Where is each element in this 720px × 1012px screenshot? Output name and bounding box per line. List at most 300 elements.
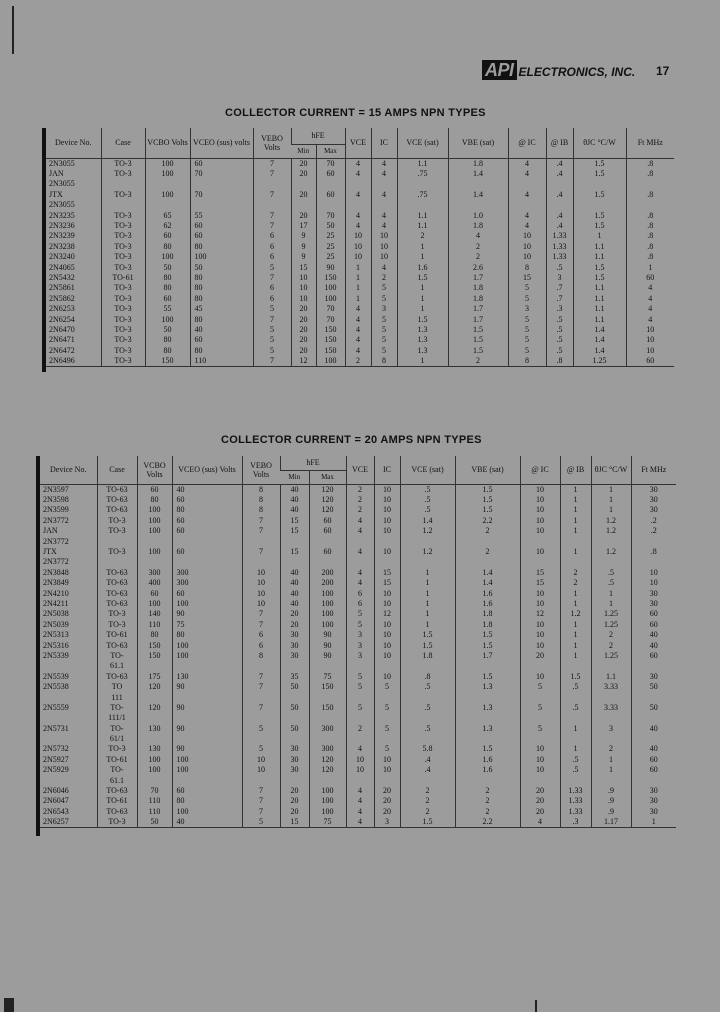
- value-cell: 8: [242, 495, 280, 505]
- value-cell: 2: [400, 807, 455, 817]
- value-cell: 100: [137, 599, 172, 609]
- value-cell: 4: [345, 210, 371, 220]
- value-cell: 1.5: [573, 169, 626, 179]
- value-cell: 1: [400, 620, 455, 630]
- value-cell: 110: [137, 796, 172, 806]
- value-cell: 40: [280, 484, 309, 495]
- value-cell: 1: [400, 599, 455, 609]
- value-cell: 1.4: [573, 335, 626, 345]
- value-cell: 1.3: [397, 325, 448, 335]
- value-cell: 1.5: [573, 190, 626, 200]
- value-cell: .8: [546, 356, 573, 367]
- value-cell: 12: [291, 356, 316, 367]
- value-cell: 15: [291, 262, 316, 272]
- value-cell: 5: [374, 682, 400, 692]
- table-row: [46, 210, 674, 220]
- value-cell: 1.5: [573, 221, 626, 231]
- value-cell: [309, 536, 346, 546]
- value-cell: .5: [400, 505, 455, 515]
- value-cell: [242, 661, 280, 671]
- value-cell: .5: [591, 578, 631, 588]
- value-cell: .4: [400, 765, 455, 775]
- value-cell: .2: [631, 516, 676, 526]
- value-cell: 1.3: [455, 723, 520, 733]
- value-cell: 40: [631, 640, 676, 650]
- value-cell: TO-63: [97, 599, 137, 609]
- value-cell: 1.33: [560, 786, 591, 796]
- table-row: [46, 158, 674, 169]
- value-cell: 15: [280, 547, 309, 557]
- value-cell: 75: [309, 672, 346, 682]
- value-cell: 80: [137, 630, 172, 640]
- value-cell: 10: [374, 495, 400, 505]
- value-cell: 1.6: [455, 588, 520, 598]
- value-cell: [346, 692, 374, 702]
- value-cell: 100: [145, 314, 190, 324]
- value-cell: 150: [316, 325, 345, 335]
- value-cell: [309, 713, 346, 723]
- value-cell: [591, 661, 631, 671]
- value-cell: 40: [280, 599, 309, 609]
- value-cell: .4: [546, 221, 573, 231]
- value-cell: 5: [374, 723, 400, 733]
- value-cell: 1: [397, 294, 448, 304]
- value-cell: [346, 557, 374, 567]
- value-cell: 15: [520, 568, 560, 578]
- value-cell: 3: [546, 273, 573, 283]
- col-vcbo: VCBO Volts: [137, 456, 172, 484]
- table-row: [40, 495, 676, 505]
- value-cell: [374, 734, 400, 744]
- value-cell: 7: [253, 190, 291, 200]
- value-cell: 90: [309, 630, 346, 640]
- value-cell: .9: [591, 786, 631, 796]
- value-cell: TO-3: [101, 283, 145, 293]
- value-cell: 60: [190, 231, 253, 241]
- value-cell: 1.8: [455, 620, 520, 630]
- value-cell: 1: [591, 495, 631, 505]
- value-cell: [455, 536, 520, 546]
- value-cell: 5: [253, 335, 291, 345]
- value-cell: 10: [374, 516, 400, 526]
- value-cell: 100: [316, 283, 345, 293]
- value-cell: 1.5: [573, 158, 626, 169]
- table-row: [40, 526, 676, 536]
- value-cell: 60: [190, 335, 253, 345]
- value-cell: 1: [560, 651, 591, 661]
- value-cell: 10: [520, 755, 560, 765]
- value-cell: 1: [591, 484, 631, 495]
- value-cell: TO-63: [97, 495, 137, 505]
- value-cell: 1.5: [573, 273, 626, 283]
- table-row: [40, 713, 676, 723]
- value-cell: 10: [374, 630, 400, 640]
- value-cell: .4: [546, 190, 573, 200]
- value-cell: 1: [560, 599, 591, 609]
- value-cell: 1.5: [455, 484, 520, 495]
- value-cell: 30: [631, 484, 676, 495]
- value-cell: [291, 179, 316, 189]
- value-cell: 2: [455, 526, 520, 536]
- value-cell: [190, 179, 253, 189]
- value-cell: 12: [374, 609, 400, 619]
- value-cell: 1: [345, 273, 371, 283]
- value-cell: 50: [280, 682, 309, 692]
- col-vebo: VEBO Volts: [242, 456, 280, 484]
- value-cell: 1.2: [560, 609, 591, 619]
- value-cell: [400, 775, 455, 785]
- value-cell: 50: [316, 221, 345, 231]
- value-cell: 120: [137, 682, 172, 692]
- value-cell: 30: [280, 744, 309, 754]
- table-row: [46, 252, 674, 262]
- value-cell: 25: [316, 242, 345, 252]
- value-cell: 10: [242, 588, 280, 598]
- value-cell: 20: [280, 786, 309, 796]
- value-cell: 2: [448, 356, 508, 367]
- value-cell: 20: [291, 346, 316, 356]
- value-cell: 7: [253, 210, 291, 220]
- value-cell: 120: [309, 765, 346, 775]
- value-cell: .5: [400, 682, 455, 692]
- value-cell: 140: [137, 609, 172, 619]
- value-cell: 150: [309, 703, 346, 713]
- value-cell: 30: [631, 505, 676, 515]
- value-cell: 110: [190, 356, 253, 367]
- value-cell: [309, 734, 346, 744]
- value-cell: 1: [397, 356, 448, 367]
- value-cell: 40: [172, 484, 242, 495]
- value-cell: 150: [137, 651, 172, 661]
- value-cell: [631, 713, 676, 723]
- value-cell: [631, 775, 676, 785]
- value-cell: [455, 734, 520, 744]
- value-cell: 10: [242, 765, 280, 775]
- value-cell: TO-3: [101, 304, 145, 314]
- value-cell: 4: [448, 231, 508, 241]
- value-cell: 5: [508, 283, 546, 293]
- value-cell: 1.4: [455, 568, 520, 578]
- value-cell: 1.5: [455, 640, 520, 650]
- value-cell: 10: [345, 231, 371, 241]
- value-cell: 5: [242, 817, 280, 828]
- value-cell: 10: [374, 640, 400, 650]
- value-cell: 20: [280, 796, 309, 806]
- value-cell: 15: [280, 526, 309, 536]
- value-cell: 2: [591, 744, 631, 754]
- col-device: Device No.: [46, 128, 101, 158]
- value-cell: 5: [253, 304, 291, 314]
- value-cell: 1.6: [397, 262, 448, 272]
- value-cell: 60: [172, 547, 242, 557]
- value-cell: 10: [508, 231, 546, 241]
- value-cell: 100: [145, 190, 190, 200]
- value-cell: TO-3: [101, 242, 145, 252]
- value-cell: 4: [371, 221, 397, 231]
- value-cell: TO-3: [101, 169, 145, 179]
- device-cell: [40, 775, 97, 785]
- value-cell: 100: [137, 526, 172, 536]
- value-cell: 40: [280, 495, 309, 505]
- value-cell: 1.4: [400, 516, 455, 526]
- table-row: [40, 640, 676, 650]
- col-vce-sat: VCE (sat): [400, 456, 455, 484]
- value-cell: 7: [242, 516, 280, 526]
- value-cell: 70: [316, 314, 345, 324]
- device-cell: 2N5539: [43, 671, 69, 681]
- value-cell: [520, 713, 560, 723]
- table-row: [40, 703, 676, 713]
- value-cell: 20: [291, 210, 316, 220]
- value-cell: 120: [137, 703, 172, 713]
- device-cell: 2N5316: [43, 640, 69, 650]
- value-cell: [560, 557, 591, 567]
- value-cell: 5: [371, 346, 397, 356]
- value-cell: 1.5: [455, 672, 520, 682]
- value-cell: 2: [455, 547, 520, 557]
- value-cell: TO-61: [97, 755, 137, 765]
- value-cell: 40: [631, 630, 676, 640]
- table-row: [40, 807, 676, 817]
- value-cell: 60: [137, 588, 172, 598]
- value-cell: 20: [291, 169, 316, 179]
- table-row: [40, 578, 676, 588]
- value-cell: TO-: [97, 703, 137, 713]
- device-cell: 2N6253: [49, 304, 75, 314]
- value-cell: 2: [346, 495, 374, 505]
- value-cell: 100: [309, 786, 346, 796]
- value-cell: 4: [346, 578, 374, 588]
- value-cell: 20: [280, 609, 309, 619]
- value-cell: .9: [591, 807, 631, 817]
- value-cell: 10: [520, 765, 560, 775]
- value-cell: [560, 734, 591, 744]
- value-cell: 2: [346, 723, 374, 733]
- value-cell: 1: [560, 516, 591, 526]
- value-cell: 5: [508, 346, 546, 356]
- value-cell: [631, 692, 676, 702]
- value-cell: 40: [631, 723, 676, 733]
- value-cell: 100: [309, 599, 346, 609]
- value-cell: 45: [190, 304, 253, 314]
- value-cell: 8: [242, 484, 280, 495]
- value-cell: 50: [145, 325, 190, 335]
- value-cell: 80: [190, 283, 253, 293]
- value-cell: 100: [172, 651, 242, 661]
- device-cell: 2N5731: [43, 723, 69, 733]
- value-cell: [455, 661, 520, 671]
- value-cell: 1: [560, 620, 591, 630]
- value-cell: 4: [508, 169, 546, 179]
- value-cell: 120: [309, 484, 346, 495]
- value-cell: 80: [172, 630, 242, 640]
- value-cell: 20: [291, 158, 316, 169]
- value-cell: 5: [374, 703, 400, 713]
- value-cell: 100: [145, 158, 190, 169]
- value-cell: TO-63: [97, 807, 137, 817]
- value-cell: 12: [520, 609, 560, 619]
- value-cell: [97, 536, 137, 546]
- value-cell: 2: [371, 273, 397, 283]
- value-cell: 100: [309, 620, 346, 630]
- value-cell: 10: [520, 672, 560, 682]
- value-cell: [560, 775, 591, 785]
- table-row: [40, 557, 676, 567]
- value-cell: .8: [626, 231, 674, 241]
- value-cell: 2: [455, 796, 520, 806]
- value-cell: 1.1: [397, 210, 448, 220]
- value-cell: TO-3: [101, 294, 145, 304]
- value-cell: .5: [546, 314, 573, 324]
- value-cell: TO-3: [101, 356, 145, 367]
- value-cell: TO-3: [101, 231, 145, 241]
- value-cell: 4: [508, 210, 546, 220]
- value-cell: 1.5: [560, 672, 591, 682]
- value-cell: 130: [137, 744, 172, 754]
- value-cell: [101, 200, 145, 210]
- value-cell: .5: [546, 262, 573, 272]
- col-hfe-max: Max: [316, 144, 345, 158]
- value-cell: [280, 713, 309, 723]
- value-cell: 175: [137, 672, 172, 682]
- value-cell: 40: [280, 588, 309, 598]
- device-cell: 2N6472: [49, 345, 75, 355]
- value-cell: 10: [520, 547, 560, 557]
- value-cell: TO-63: [97, 568, 137, 578]
- value-cell: [280, 661, 309, 671]
- device-cell: 2N5559: [43, 702, 69, 712]
- value-cell: [137, 734, 172, 744]
- value-cell: TO-3: [97, 516, 137, 526]
- value-cell: 6: [253, 294, 291, 304]
- value-cell: 5: [371, 314, 397, 324]
- value-cell: 5: [253, 346, 291, 356]
- value-cell: [374, 661, 400, 671]
- value-cell: 200: [309, 568, 346, 578]
- value-cell: 60: [309, 516, 346, 526]
- value-cell: 5: [253, 262, 291, 272]
- value-cell: 90: [172, 723, 242, 733]
- value-cell: 2: [346, 505, 374, 515]
- value-cell: 100: [172, 599, 242, 609]
- company-name: ELECTRONICS, INC.: [518, 65, 636, 79]
- value-cell: 10: [374, 547, 400, 557]
- device-cell: 2N3055: [49, 179, 75, 189]
- value-cell: 50: [190, 262, 253, 272]
- value-cell: 4: [371, 158, 397, 169]
- device-cell: 2N6047: [43, 796, 69, 806]
- value-cell: 1: [400, 588, 455, 598]
- col-hfe: hFE: [291, 128, 345, 144]
- value-cell: 5: [508, 294, 546, 304]
- value-cell: 2: [400, 786, 455, 796]
- value-cell: TO-63: [97, 484, 137, 495]
- value-cell: 5: [346, 672, 374, 682]
- value-cell: [172, 734, 242, 744]
- value-cell: [242, 734, 280, 744]
- value-cell: 1.7: [448, 314, 508, 324]
- value-cell: 20: [280, 807, 309, 817]
- value-cell: 4: [345, 190, 371, 200]
- value-cell: 20: [280, 620, 309, 630]
- value-cell: 75: [309, 817, 346, 828]
- value-cell: TO-61: [97, 796, 137, 806]
- value-cell: 2: [560, 568, 591, 578]
- value-cell: 2.6: [448, 262, 508, 272]
- col-ft: Ft MHz: [626, 128, 674, 158]
- value-cell: 1.2: [591, 547, 631, 557]
- device-cell: [40, 713, 97, 723]
- value-cell: [455, 775, 520, 785]
- value-cell: 10: [345, 242, 371, 252]
- value-cell: 1.4: [573, 346, 626, 356]
- value-cell: .8: [626, 190, 674, 200]
- device-cell: 2N5339: [43, 650, 69, 660]
- table-row: [40, 651, 676, 661]
- value-cell: 50: [631, 703, 676, 713]
- value-cell: 90: [172, 609, 242, 619]
- value-cell: 2: [560, 578, 591, 588]
- device-cell: 2N5927: [43, 754, 69, 764]
- value-cell: 150: [316, 346, 345, 356]
- value-cell: .8: [626, 221, 674, 231]
- value-cell: 100: [172, 755, 242, 765]
- device-cell: 2N6257: [40, 817, 97, 828]
- col-hfe-min: Min: [291, 144, 316, 158]
- value-cell: 130: [172, 672, 242, 682]
- value-cell: 5: [508, 335, 546, 345]
- value-cell: 150: [316, 273, 345, 283]
- value-cell: 1: [560, 484, 591, 495]
- table2-title: COLLECTOR CURRENT = 20 AMPS NPN TYPES: [221, 434, 482, 446]
- value-cell: 1.4: [455, 578, 520, 588]
- value-cell: [631, 661, 676, 671]
- value-cell: 1: [591, 505, 631, 515]
- table-row: [40, 484, 676, 495]
- value-cell: 4: [346, 744, 374, 754]
- value-cell: 60: [172, 786, 242, 796]
- value-cell: .5: [591, 568, 631, 578]
- value-cell: 60: [172, 588, 242, 598]
- value-cell: 8: [242, 651, 280, 661]
- col-vceo: VCEO (sus) volts: [190, 128, 253, 158]
- value-cell: .4: [546, 210, 573, 220]
- value-cell: 50: [631, 682, 676, 692]
- table-row: [40, 588, 676, 598]
- value-cell: 1.2: [591, 526, 631, 536]
- value-cell: 60: [631, 765, 676, 775]
- value-cell: 1.5: [397, 314, 448, 324]
- value-cell: 1: [397, 252, 448, 262]
- value-cell: 100: [137, 505, 172, 515]
- value-cell: [137, 692, 172, 702]
- value-cell: 3: [346, 651, 374, 661]
- value-cell: 1.4: [573, 325, 626, 335]
- value-cell: 20: [374, 786, 400, 796]
- value-cell: 4: [345, 221, 371, 231]
- value-cell: 300: [309, 723, 346, 733]
- table-row: [40, 599, 676, 609]
- value-cell: 5: [371, 325, 397, 335]
- value-cell: .8: [400, 672, 455, 682]
- value-cell: .5: [400, 495, 455, 505]
- value-cell: 9: [291, 242, 316, 252]
- col-vce: VCE: [346, 456, 374, 484]
- value-cell: 120: [309, 755, 346, 765]
- device-cell: 2N6471: [49, 335, 75, 345]
- value-cell: [560, 536, 591, 546]
- value-cell: 10: [374, 755, 400, 765]
